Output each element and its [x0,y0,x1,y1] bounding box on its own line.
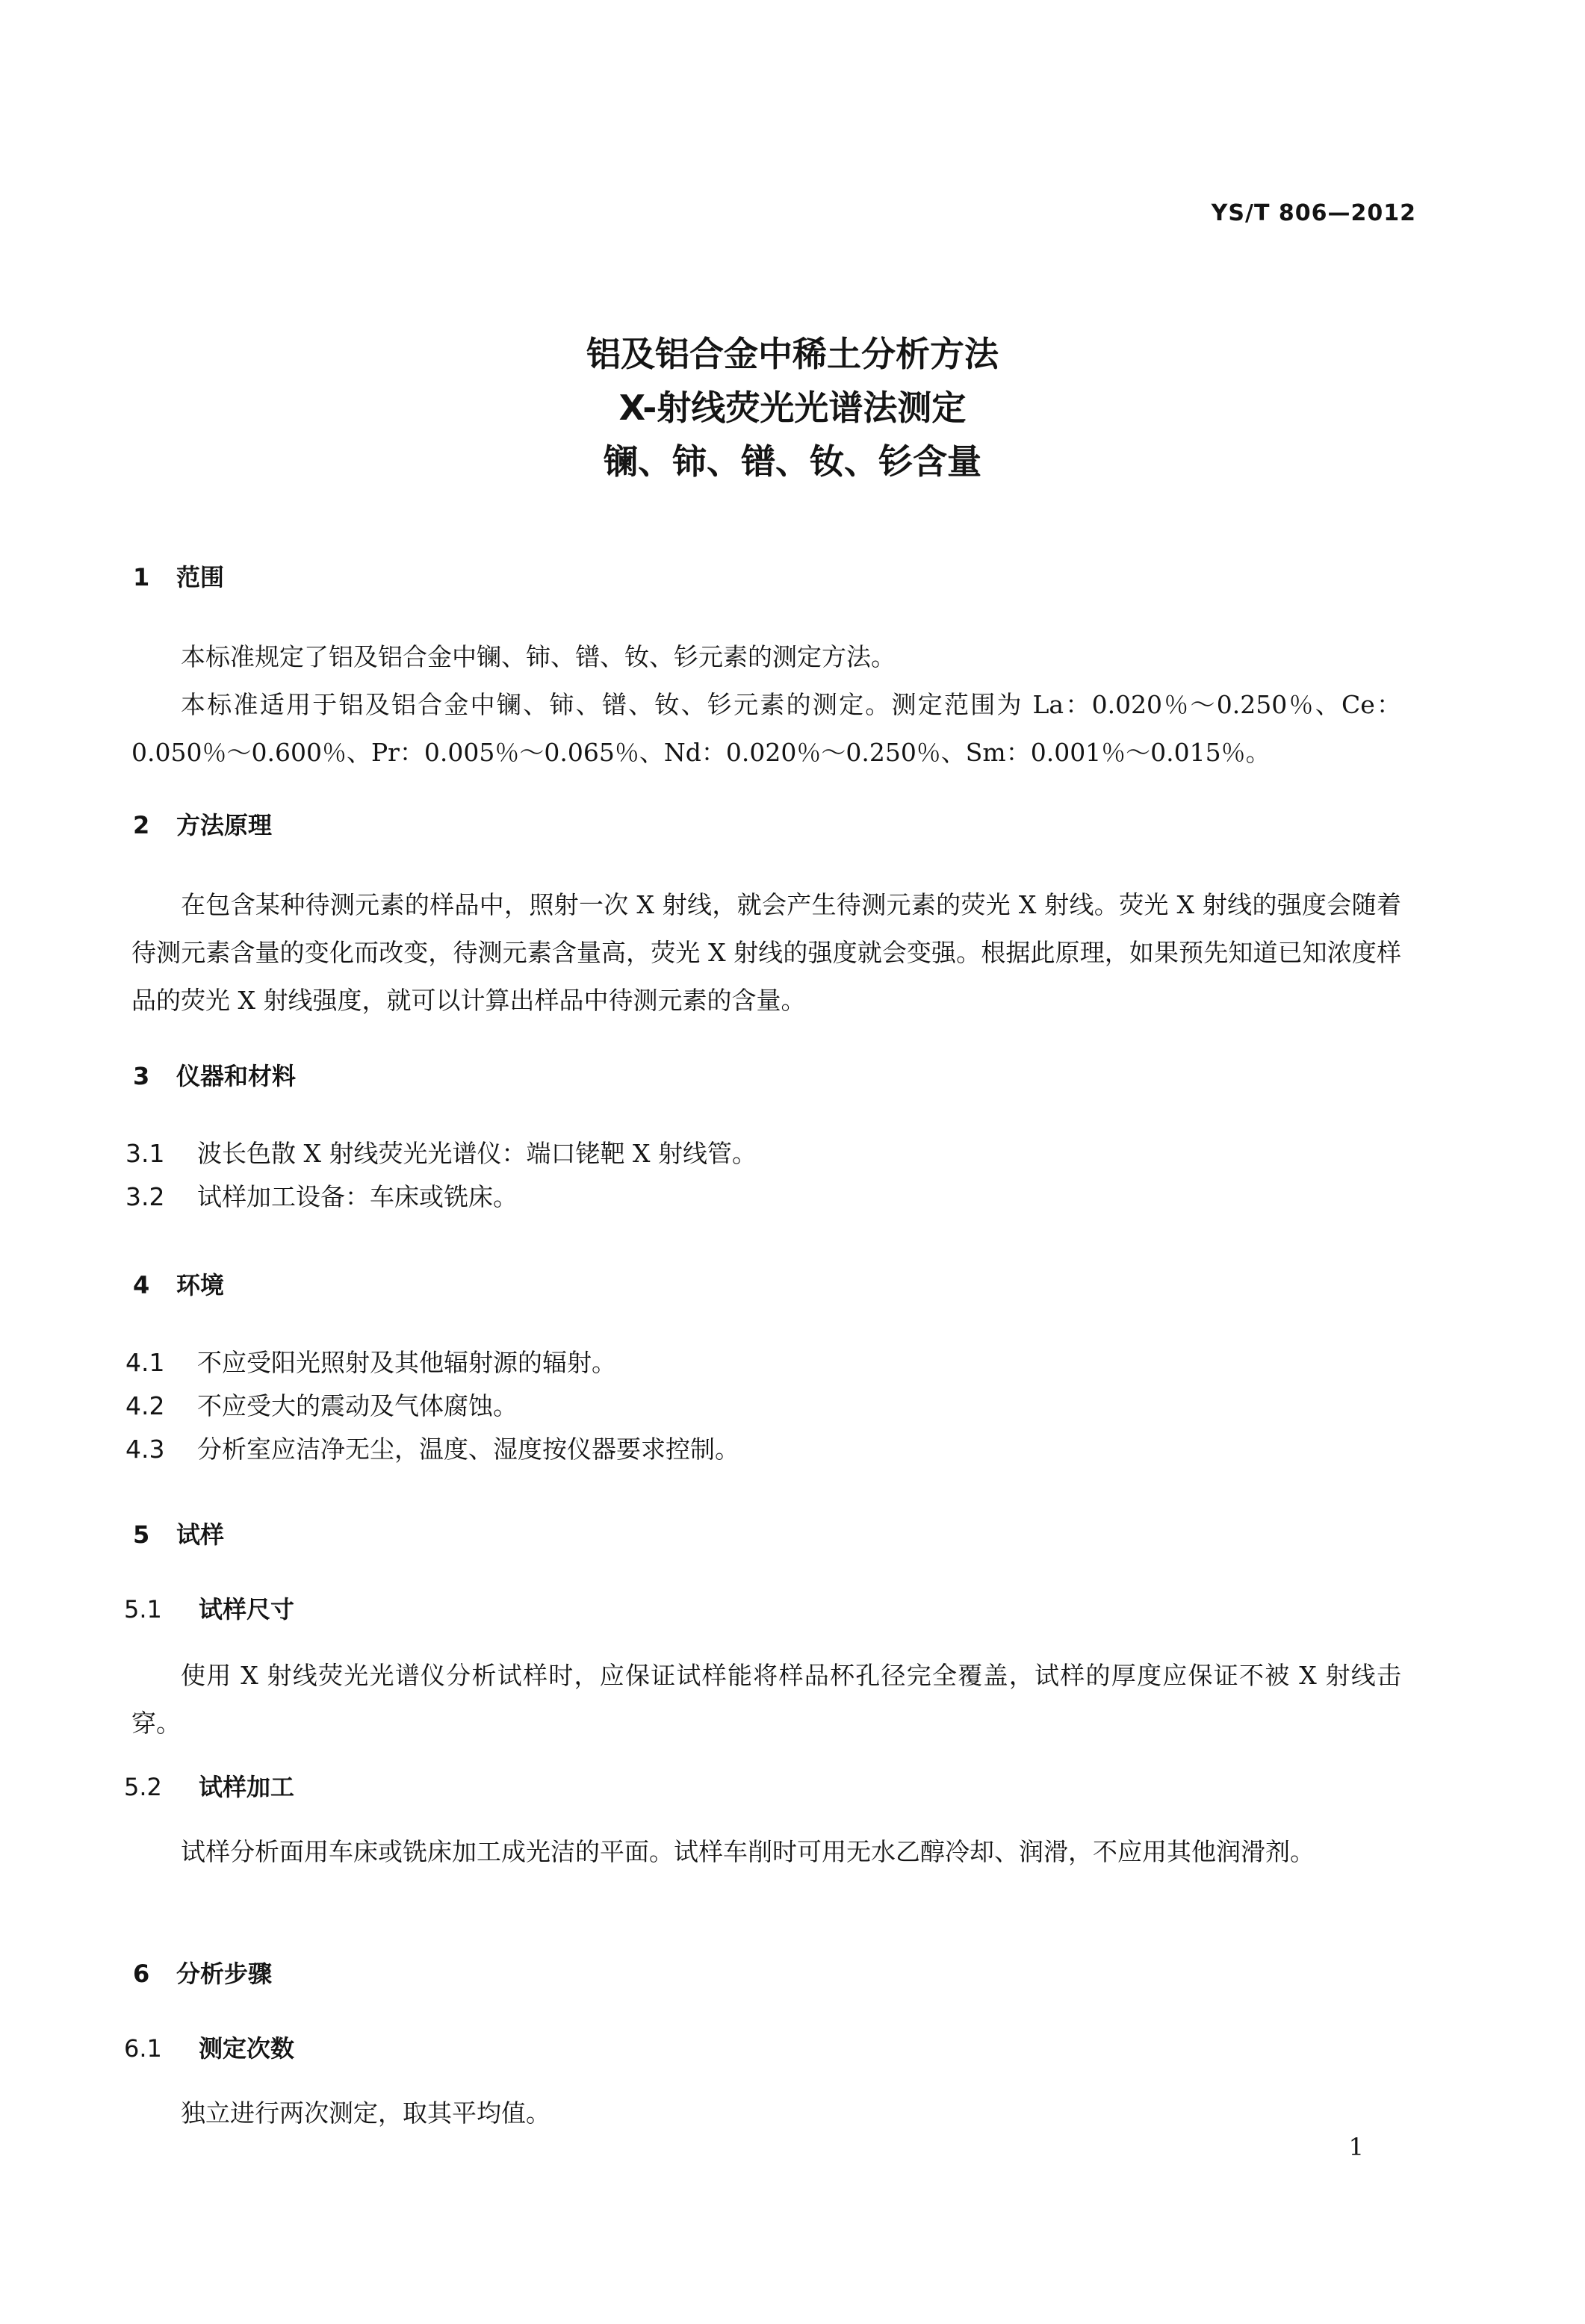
clause-number: 5.1 [124,1595,162,1624]
clause-number: 6.1 [124,2034,162,2063]
title-line-2: X-射线荧光光谱法测定 [618,388,967,428]
section-number: 4 [133,1271,150,1299]
section-2-paragraph: 在包含某种待测元素的样品中，照射一次 X 射线，就会产生待测元素的荧光 X 射线。荧光 X 射线的强度会随着待测元素含量的变化而改变，待测元素含量高，荧光 X 射线的强度就会变强。根据此原理，如果预先知道已知浓度样品的荧光 X 射线强度，就可以计算出样品中待测元素的含量。 [131,890,1401,1015]
page-number: 1 [1348,2133,1364,2161]
clause-text: 试样加工设备：车床或铣床。 [197,1182,518,1211]
section-4-heading [133,1267,224,1301]
clause-number: 3.1 [125,1139,165,1168]
clause-4-2 [125,1385,518,1428]
section-number: 5 [133,1520,150,1549]
clause-text: 波长色散 X 射线荧光光谱仪：端口铑靶 X 射线管。 [197,1139,757,1168]
section-number: 2 [133,811,150,839]
clause-3-2 [125,1175,518,1219]
section-3-heading [133,1057,296,1092]
clause-number: 4.1 [125,1348,165,1377]
clause-4-1 [125,1341,616,1385]
clause-title: 试样尺寸 [199,1595,295,1624]
section-title: 方法原理 [176,811,273,839]
clause-3-1 [125,1132,757,1175]
section-2-heading [133,807,272,841]
clause-5-1-paragraph: 使用 X 射线荧光光谱仪分析试样时，应保证试样能将样品杯孔径完全覆盖，试样的厚度应保证不被 X 射线击穿。 [131,1661,1401,1738]
clause-text: 不应受阳光照射及其他辐射源的辐射。 [197,1348,616,1377]
clause-number: 5.2 [124,1773,162,1801]
clause-text: 分析室应洁净无尘，温度、湿度按仪器要求控制。 [197,1435,739,1464]
document-title [0,327,1585,488]
clause-5-2-paragraph: 试样分析面用车床或铣床加工成光洁的平面。试样车削时可用无水乙醇冷却、润滑，不应用其他润滑剂。 [181,1837,1315,1866]
section-title: 环境 [176,1271,225,1299]
title-line-1: 铝及铝合金中稀土分析方法 [586,334,999,374]
section-title: 范围 [176,563,225,591]
section-title: 仪器和材料 [176,1062,297,1090]
clause-title: 测定次数 [199,2034,295,2063]
section-title: 试样 [176,1520,225,1549]
section-number: 3 [133,1062,150,1090]
clause-6-1-paragraph: 独立进行两次测定，取其平均值。 [181,2098,550,2128]
section-1-paragraph-1: 本标准规定了铝及铝合金中镧、铈、镨、钕、钐元素的测定方法。 [181,642,896,671]
clause-number: 3.2 [125,1182,165,1211]
clause-5-1-heading [124,1591,294,1625]
standard-code: YS/T 806—2012 [1211,200,1416,226]
section-5-heading [133,1516,224,1550]
section-number: 1 [133,563,150,591]
section-title: 分析步骤 [176,1960,273,1988]
section-1-heading [133,559,224,593]
title-line-3: 镧、铈、镨、钕、钐含量 [604,441,981,482]
clause-number: 4.3 [125,1435,165,1464]
clause-title: 试样加工 [199,1773,295,1801]
section-6-heading [133,1955,272,1989]
clause-text: 不应受大的震动及气体腐蚀。 [197,1391,518,1420]
clause-5-2-heading [124,1768,294,1803]
clause-number: 4.2 [125,1391,165,1420]
clause-4-3 [125,1428,739,1471]
clause-6-1-heading [124,2030,294,2064]
section-1-paragraph-2: 本标准适用于铝及铝合金中镧、铈、镨、钕、钐元素的测定。测定范围为 La：0.020％～0.250％、Ce：0.050％～0.600％、Pr：0.005％～0.065％、Nd：0.020％～0.250％、Sm：0.001％～0.015％。 [131,690,1401,767]
section-number: 6 [133,1960,150,1988]
